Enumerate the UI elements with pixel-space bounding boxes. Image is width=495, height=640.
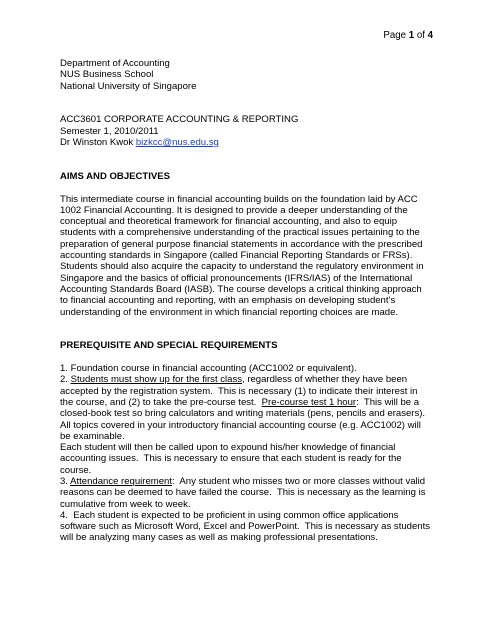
prereq-line: course. bbox=[60, 464, 92, 476]
aims-line: understanding of the environment in which financial reporting choices are made. bbox=[60, 306, 399, 318]
prereq-text: 3. bbox=[60, 475, 71, 487]
prereq-line: All topics covered in your introductory financial accounting course (e.g. ACC1002) will bbox=[60, 419, 421, 431]
prereq-line: accepted by the registration system. This is necessary (1) to indicate their interest in bbox=[60, 385, 418, 397]
first-class-requirement: Students must show up for the first class bbox=[70, 374, 243, 386]
department: Department of Accounting bbox=[60, 58, 170, 69]
lecturer bbox=[60, 137, 440, 148]
aims-line: Accounting Standards Board (IASB). The course develops a critical thinking approach bbox=[60, 283, 422, 295]
prereq-line: will be analyzing many cases as well as making professional presentations. bbox=[60, 532, 378, 544]
school: NUS Business School bbox=[60, 69, 154, 81]
prereq-line: software such as Microsoft Word, Excel and PowerPoint. This is necessary as students bbox=[60, 521, 431, 533]
page-number bbox=[383, 30, 433, 41]
prereq-line: reasons can be deemed to have failed the course. This is necessary as the learning is bbox=[60, 487, 426, 499]
university: National University of Singapore bbox=[60, 80, 197, 92]
attendance-requirement-label: Attendance requirement bbox=[70, 475, 172, 487]
aims-heading: AIMS AND OBJECTIVES bbox=[60, 170, 170, 182]
prereq-line: be examinable. bbox=[60, 430, 125, 442]
document-body bbox=[60, 58, 440, 544]
prereq-text: , regardless of whether they have been bbox=[242, 374, 408, 386]
prereq-text: the course, and (2) to take the pre-course test. bbox=[60, 396, 262, 408]
aims-line: This intermediate course in financial accounting builds on the foundation laid by ACC bbox=[60, 193, 418, 205]
aims-line: conceptual and theoretical framework for financial accounting, and also to equip bbox=[60, 216, 397, 228]
aims-line: Students should also acquire the capacity to understand the regulatory environment in bbox=[60, 261, 424, 273]
page-current: 1 bbox=[408, 30, 415, 41]
aims-line: Singapore and the basics of official pronouncements (IFRS/IAS) of the International bbox=[60, 272, 413, 284]
aims-line: 1002 Financial Accounting. It is designed to provide a deeper understanding of the bbox=[60, 204, 408, 216]
lecturer-name: Dr Winston Kwok bbox=[60, 137, 136, 149]
page-prefix: Page bbox=[383, 30, 409, 41]
prereq-line: accounting issues. This is necessary to ensure that each student is ready for the bbox=[60, 453, 402, 465]
aims-line: students with a comprehensive understanding of the practical issues pertaining to the bbox=[60, 227, 420, 239]
prereq-line: 4. Each student is expected to be proficient in using common office applications bbox=[60, 509, 399, 521]
course-title: ACC3601 CORPORATE ACCOUNTING & REPORTING bbox=[60, 114, 299, 126]
prereq-line: closed-book test so bring calculators and writing materials (pens, pencils and erasers). bbox=[60, 408, 426, 420]
aims-line: accounting standards in Singapore (called Financial Reporting Standards or FRSs). bbox=[60, 250, 413, 262]
prereq-heading: PREREQUISITE AND SPECIAL REQUIREMENTS bbox=[60, 340, 278, 352]
prereq-text: 2. bbox=[60, 374, 71, 386]
prereq-text: : Any student who misses two or more classes without valid bbox=[172, 475, 426, 487]
aims-line: to financial accounting and reporting, with an emphasis on developing student’s bbox=[60, 295, 396, 307]
pre-course-test-label: Pre-course test 1 hour bbox=[261, 396, 357, 408]
prereq-line bbox=[60, 476, 440, 487]
prereq-line bbox=[60, 397, 440, 408]
prereq-line bbox=[60, 374, 440, 385]
prereq-line: 1. Foundation course in financial accounting (ACC1002 or equivalent). bbox=[60, 363, 357, 375]
page-total: 4 bbox=[427, 30, 433, 41]
prereq-line: Each student will then be called upon to expound his/her knowledge of financial bbox=[60, 442, 396, 454]
prereq-text: : This will be a bbox=[356, 396, 420, 408]
semester: Semester 1, 2010/2011 bbox=[60, 125, 159, 137]
aims-line: preparation of general purpose financial statements in accordance with the prescribed bbox=[60, 238, 423, 250]
email-link[interactable]: bizkcc@nus.edu.sg bbox=[135, 137, 219, 149]
page-of: of bbox=[414, 30, 428, 41]
prereq-line: cumulative from week to week. bbox=[60, 498, 191, 510]
